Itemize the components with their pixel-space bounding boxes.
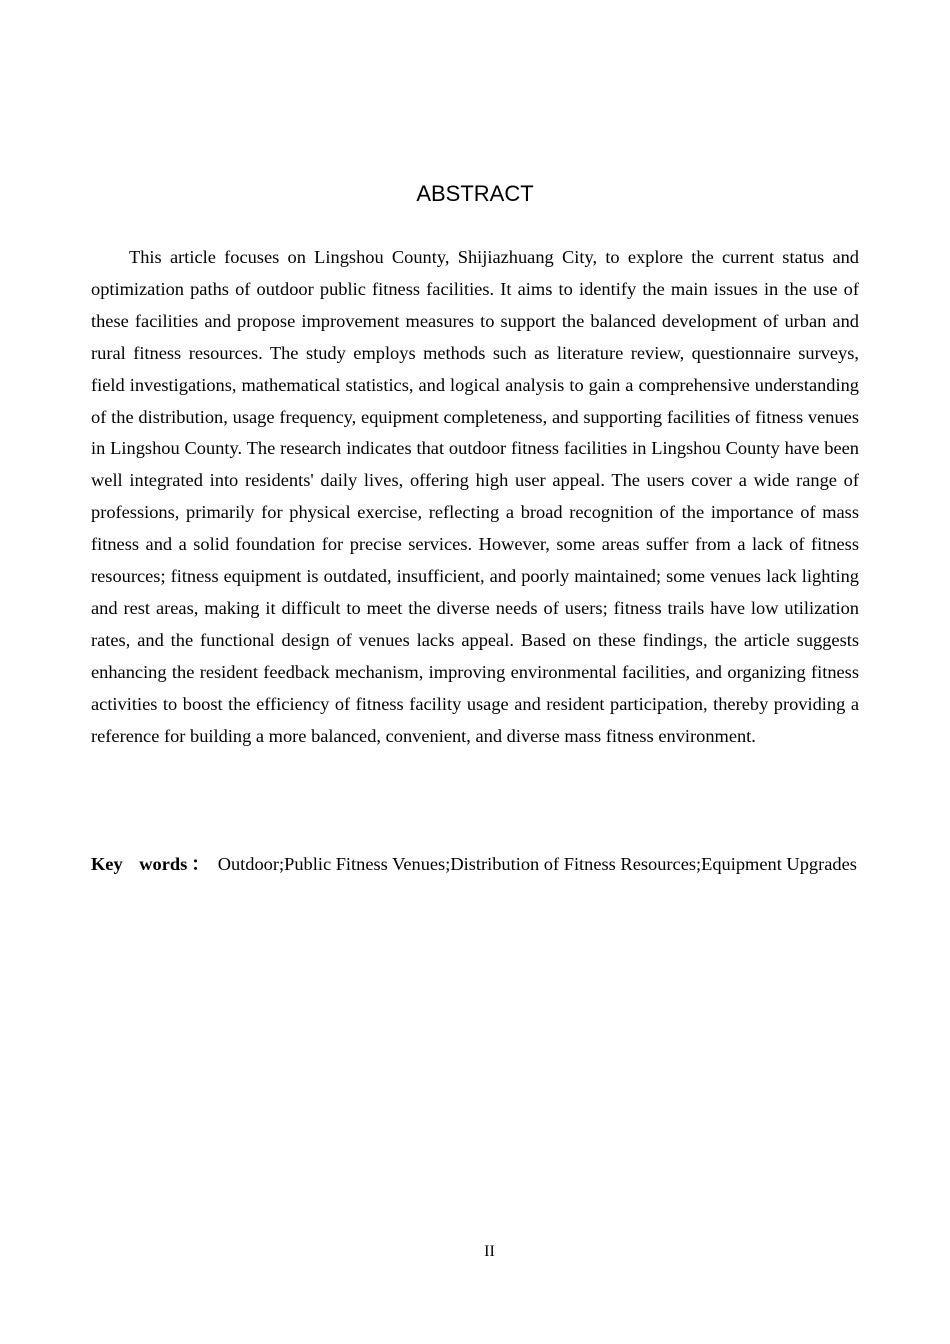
keywords-separator: ：: [191, 854, 210, 874]
abstract-title: ABSTRACT: [416, 181, 534, 206]
keywords-label: Key words: [91, 854, 188, 874]
keywords-line: [91, 849, 859, 881]
page-number: II: [484, 1243, 495, 1260]
abstract-body: This article focuses on Lingshou County, Shijiazhuang City, to explore the current status and optimization paths of outdoor public fitness facilities. It aims to identify the main issues in the use of these facilities and propose improvement measures to support the balanced development of urban and rural fitness resources. The study employs methods such as literature review, questionnaire surveys, field investigations, mathematical statistics, and logical analysis to gain a comprehensive understanding of the distribution, usage frequency, equipment completeness, and supporting facilities of fitness venues in Lingshou County. The research indicates that outdoor fitness facilities in Lingshou County have been well integrated into residents' daily lives, offering high user appeal. The users cover a wide range of professions, primarily for physical exercise, reflecting a broad recognition of the importance of mass fitness and a solid foundation for precise services. However, some areas suffer from a lack of fitness resources; fitness equipment is outdated, insufficient, and poorly maintained; some venues lack lighting and rest areas, making it difficult to meet the diverse needs of users; fitness trails have low utilization rates, and the functional design of venues lacks appeal. Based on these findings, the article suggests enhancing the resident feedback mechanism, improving environmental facilities, and organizing fitness activities to boost the efficiency of fitness facility usage and resident participation, thereby providing a reference for building a more balanced, convenient, and diverse mass fitness environment.: [91, 247, 859, 746]
keywords-text: Outdoor;Public Fitness Venues;Distribution of Fitness Resources;Equipment Upgrades: [217, 854, 857, 874]
